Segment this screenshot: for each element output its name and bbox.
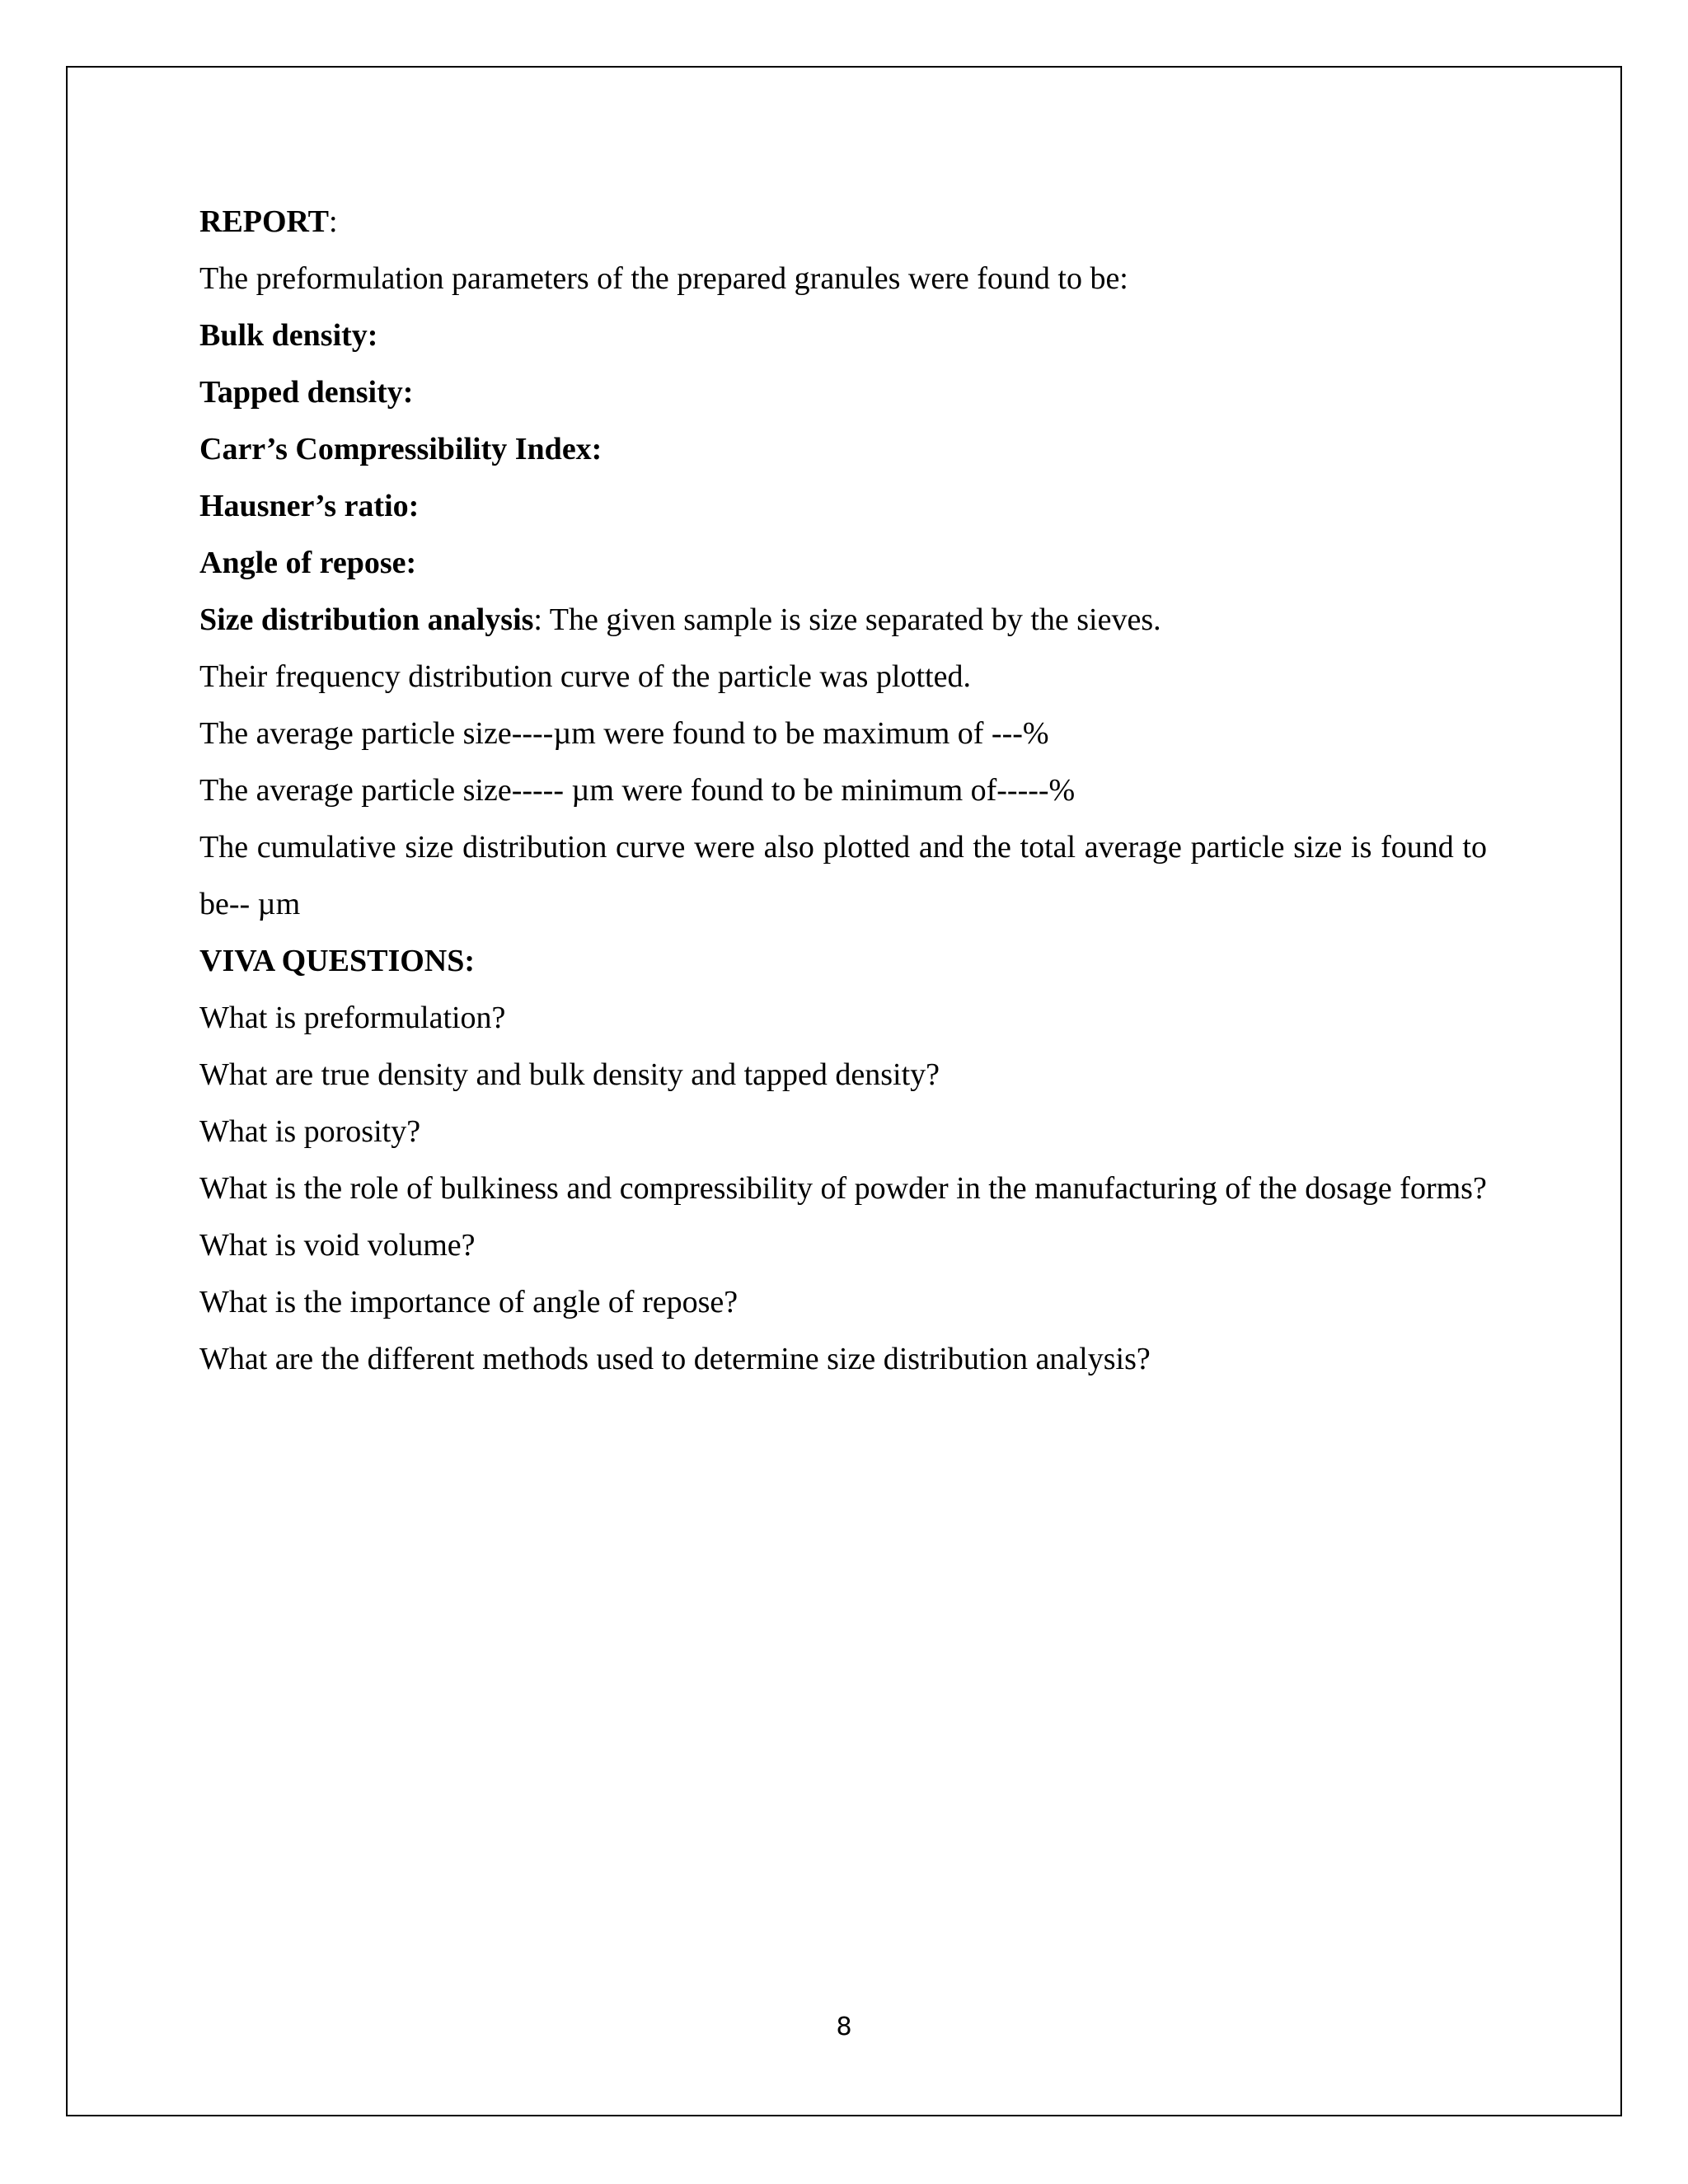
- cumulative-curve-paragraph: The cumulative size distribution curve were also plotted and the total average particle size is found to be-- µm: [199, 830, 1487, 921]
- report-heading-label: REPORT: [199, 204, 330, 239]
- parameter-angle-of-repose: Angle of repose:: [199, 546, 417, 580]
- viva-question: What is the importance of angle of repose?: [199, 1285, 738, 1319]
- viva-question: What is preformulation?: [199, 1001, 506, 1035]
- viva-question: What are true density and bulk density and tapped density?: [199, 1057, 940, 1092]
- report-heading: [199, 194, 1487, 251]
- viva-question: What is void volume?: [199, 1228, 476, 1263]
- viva-heading: VIVA QUESTIONS:: [199, 944, 476, 978]
- report-heading-colon: :: [329, 204, 338, 239]
- report-intro: The preformulation parameters of the prepared granules were found to be:: [199, 261, 1128, 296]
- page-content: [199, 194, 1487, 1388]
- parameter-tapped-density: Tapped density:: [199, 375, 414, 410]
- viva-question: What is porosity?: [199, 1114, 421, 1149]
- parameter-bulk-density: Bulk density:: [199, 318, 378, 353]
- size-distribution-line: [199, 592, 1487, 649]
- parameter-hausners-ratio: Hausner’s ratio:: [199, 489, 420, 523]
- viva-question: What are the different methods used to determine size distribution analysis?: [199, 1342, 1151, 1376]
- size-distribution-label: Size distribution analysis: [199, 602, 534, 637]
- min-particle-size-line: The average particle size----- µm were found to be minimum of-----%: [199, 773, 1076, 808]
- viva-question: What is the role of bulkiness and compressibility of powder in the manufacturing of the dosage forms?: [199, 1171, 1487, 1206]
- max-particle-size-line: The average particle size----µm were found to be maximum of ---%: [199, 716, 1049, 751]
- frequency-curve-line: Their frequency distribution curve of the particle was plotted.: [199, 659, 971, 694]
- page-number: 8: [836, 2013, 852, 2041]
- size-distribution-text: : The given sample is size separated by the sieves.: [533, 602, 1161, 637]
- parameter-carrs-index: Carr’s Compressibility Index:: [199, 432, 603, 466]
